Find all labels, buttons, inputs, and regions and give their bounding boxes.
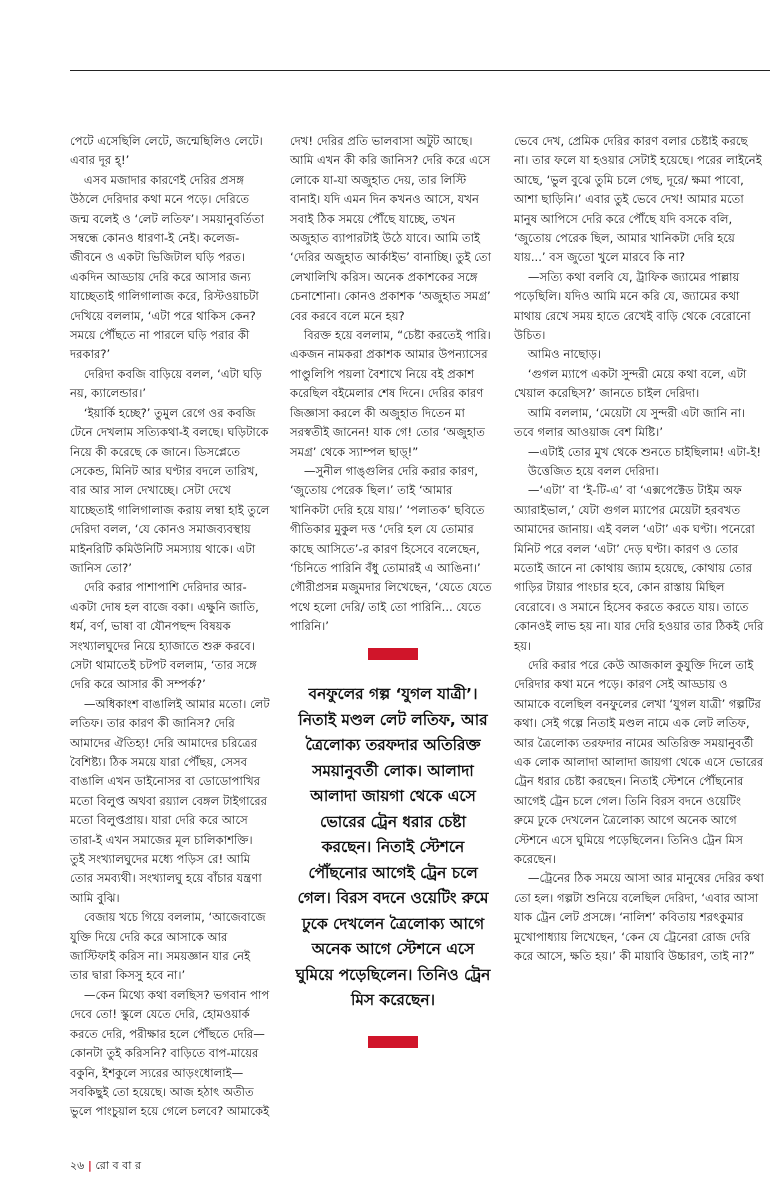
paragraph: —‘এটা’ বা ‘ই-টি-এ’ বা ‘এক্সপেক্টেড টাইম অফ অ্যারাইভাল,’ যেটা গুগল ম্যাপের মেয়েটা হরবখত আমাদের জানায়। এই বলল ‘এটা’ এক ঘণ্টা। পনেরো মিনিট পরে বলল ‘এটা’ দেড় ঘণ্টা। কারণ ও তোর মতোই জানে না কোথায় জ্যাম হয়েছে, কোথায় তোর গাড়ির টায়ার পাংচার হবে, কোন রাস্তায় মিছিল বেরোবে। ও সমানে হিসেব করতে করতে যায়। তাতে কোনওই লাভ হয় না। যার দেরি হওয়ার তার ঠিকই দেরি হয়। <box>514 483 764 653</box>
footer-separator: | <box>87 1159 92 1172</box>
paragraph: দেরিদা কবজি বাড়িয়ে বলল, ‘এটা ঘড়ি নয়, ক্যালেন্ডার।’ <box>70 366 262 401</box>
pull-quote-text: বনফুলের গল্প ‘যুগল যাত্রী’। নিতাই মণ্ডল লেট লতিফ, আর ত্রৈলোক্য তরফদার অতিরিক্ত সময়ানুবর্তী লোক। আলাদা আলাদা জায়গা থেকে এসে ভোরের ট্রেন ধরার চেষ্টা করছেন। নিতাই স্টেশনে পৌঁছনোর আগেই ট্রেন চলে গেল। বিরস বদনে ওয়েটিং রুমে ঢুকে দেখলেন ত্রৈলোক্য আগে অনেক আগে স্টেশনে এসে ঘুমিয়ে পড়েছিলেন। তিনিও ট্রেন মিস করেছেন। <box>295 685 491 1009</box>
pull-quote <box>293 648 493 1048</box>
article-column-2 <box>290 132 494 637</box>
pull-quote-top-bar <box>368 648 418 660</box>
paragraph: দেরি করার পরে কেউ আজকাল কুযুক্তি দিলে তাই দেরিদার কথা মনে পড়ে। কারণ সেই আড্ডায় ও আমাকে বলেছিল বনফুলের লেখা ‘যুগল যাত্রী’ গল্পটির কথা। সেই গল্পে নিতাই মণ্ডল নামে এক লেট লতিফ, আর ত্রৈলোক্য তরফদার নামের অতিরিক্ত সময়ানুবর্তী এক লোক আলাদা আলাদা জায়গা থেকে এসে ভোরের ট্রেন ধরার চেষ্টা করছেন। নিতাই স্টেশনে পৌঁছনোর আগেই ট্রেন চলে গেল। তিনি বিরস বদনে ওয়েটিং রুমে ঢুকে দেখলেন ত্রৈলোক্য আগে অনেক আগে স্টেশনে এসে ঘুমিয়ে পড়েছিলেন। তিনিও ট্রেন মিস করেছেন। <box>514 657 764 867</box>
paragraph: ভেবে দেখ, প্রেমিক দেরির কারণ বলার চেষ্টাই করছে না। তার ফলে যা হওয়ার সেটাই হয়েছে। পরের লাইনেই আছে, ‘ভুল বুঝে তুমি চলে গেছ, দূরে/ ক্ষমা পাবো, আশা ছাড়িনি।’ এবার তুই ভেবে দেখ! আমার মতো মানুষ আপিসে দেরি করে পৌঁছে যদি বসকে বলি, ‘জুতোয় পেরেক ছিল, আমার খানিকটা দেরি হয়ে যায়...’ বস জুতো খুলে মারবে কি না? <box>514 134 762 265</box>
page-footer <box>70 1157 141 1176</box>
paragraph: আমি বললাম, ‘মেয়েটা যে সুন্দরী এটা জানি না। তবে গলার আওয়াজ বেশ মিষ্টি।’ <box>514 405 746 440</box>
paragraph: —কেন মিথ্যে কথা বলছিস? ভগবান পাপ দেবে তো! স্কুলে যেতে দেরি, হোমওয়ার্ক করতে দেরি, পরীক্ষার হলে পৌঁছতে দেরি— কোনটা তুই করিসনি? বাড়িতে বাপ-মায়ের বকুনি, ইশকুলে স্যরের আড়ংধোলাই— সবকিছুই তো হয়েছে। আজ হঠাৎ অতীত ভুলে পাংচুয়াল হয়ে গেলে চলবে? আমাকেই <box>70 987 270 1119</box>
paragraph: ‘গুগল ম্যাপে একটা সুন্দরী মেয়ে কথা বলে, এটা খেয়াল করেছিস?’ জানতে চাইল দেরিদা। <box>514 366 747 401</box>
paragraph: ‘ইয়ার্কি হচ্ছে?’ তুমুল রেগে ওর কবজি টেনে দেখলাম সত্যিকথা-ই বলছে। ঘড়িটাকে নিয়ে কী করেছে কে জানে। ডিসপ্লেতে সেকেন্ড, মিনিট আর ঘণ্টার বদলে তারিখ, বার আর সাল দেখাচ্ছে। সেটা দেখে যাচ্ছেতাই গালিগালাজ করায় লম্বা হাই তুলে দেরিদা বলল, ‘যে কোনও সমাজব্যবস্থায় মাইনরিটি কমিউনিটি সমস্যায় থাকে। এটা জানিস তো?’ <box>70 405 270 575</box>
paragraph: —অধিকাংশ বাঙালিই আমার মতো। লেট লতিফ। তার কারণ কী জানিস? দেরি আমাদের ঐতিহ্য! দেরি আমাদের চরিত্রের বৈশিষ্ট্য। ঠিক সময়ে যারা পৌঁছয়, সেসব বাঙালি এখন ডাইনোসর বা ডোডোপাখির মতো বিলুপ্ত অথবা রয়্যাল বেঙ্গল টাইগারের মতো বিলুপ্তপ্রায়। যারা দেরি করে আসে তারা-ই এখন সমাজের মূল চালিকাশক্তি। তুই সংখ্যালঘুদের মধ্যে পড়িস রে! আমি তোর সমব্যথী। সংখ্যালঘু হয়ে বাঁচার যন্ত্রণা আমি বুঝি। <box>70 696 270 905</box>
paragraph: বেজায় খচে গিয়ে বললাম, ‘আজেবাজে যুক্তি দিয়ে দেরি করে আসাকে আর জাস্টিফাই করিস না। সময়জ্ঞান যার নেই তার দ্বারা কিসসু হবে না।’ <box>70 910 266 983</box>
header-rule <box>70 70 770 71</box>
paragraph: আমিও নাছোড়। <box>527 347 602 362</box>
article-column-1 <box>70 132 270 1122</box>
paragraph: —এটাই তোর মুখ থেকে শুনতে চাইছিলাম! এটা-ই! <box>527 444 762 459</box>
paragraph: দেখ! দেরির প্রতি ভালবাসা অটুট আছে। আমি এখন কী করি জানিস? দেরি করে এসে লোকে যা-যা অজুহাত দেয়, তার লিস্টি বানাই। যদি এমন দিন কখনও আসে, যখন সবাই ঠিক সময়ে পৌঁছে যাচ্ছে, তখন অজুহাত ব্যাপারটাই উঠে যাবে। আমি তাই ‘দেরির অজুহাত আর্কাইভ’ বানাচ্ছি। তুই তো লেখালিখি করিস। অনেক প্রকাশকের সঙ্গে চেনাশোনা। কোনও প্রকাশক ‘অজুহাত সমগ্র’ বের করবে বলে মনে হয়? <box>290 134 491 323</box>
paragraph: বিরক্ত হয়ে বললাম, “চেষ্টা করতেই পারি। একজন নামকরা প্রকাশক আমার উপন্যাসের পাণ্ডুলিপি পয়লা বৈশাখে নিয়ে বই প্রকাশ করেছিল বইমেলার শেষ দিনে। দেরির কারণ জিজ্ঞাসা করলে কী অজুহাত দিতেন মা সরস্বতীই জানেন! যাক গে! তোর ‘অজুহাত সমগ্র’ থেকে স্যাম্পল ছাড়্‌!” <box>290 328 491 459</box>
paragraph: —সত্যি কথা বলবি যে, ট্রাফিক জ্যামের পাল্লায় পড়েছিলি। যদিও আমি মনে করি যে, জ্যামের কথা মাথায় রেখে সময় হাতে রেখেই বাড়ি থেকে বেরোনো উচিত। <box>514 269 751 343</box>
paragraph: দেরি করার পাশাপাশি দেরিদার আর-একটা দোষ হল বাজে বকা। এক্ষুনি জাতি, ধর্ম, বর্ণ, ভাষা বা যৌনপছন্দ বিষয়ক সংখ্যালঘুদের নিয়ে হ্যাজাতে শুরু করবে। সেটা থামাতেই চটপট বললাম, ‘তার সঙ্গে দেরি করে আসার কী সম্পর্ক?’ <box>70 580 259 692</box>
paragraph: —সুনীল গাঙ্গুলির দেরি করার কারণ, ‘জুতোয় পেরেক ছিল।’ তাই ‘আমার খানিকটা দেরি হয়ে যায়।’ ‘পলাতক’ ছবিতে গীতিকার মুকুল দত্ত ‘দেরি হল যে তোমার কাছে আসিতে’-র কারণ হিসেবে বলেছেন, ‘চিনিতে পারিনি বঁধু তোমারই এ আঙিনা।’ গৌরীপ্রসন্ন মজুমদার লিখেছেন, ‘যেতে যেতে পথে হলো দেরি/ তাই তো পারিনি... যেতে পারিনি।’ <box>290 463 492 634</box>
paragraph: —ট্রেনের ঠিক সময়ে আসা আর মানুষের দেরির কথা তো হল। গল্পটা শুনিয়ে বলেছিল দেরিদা, ‘এবার আসা যাক ট্রেন লেট প্রসঙ্গে। ‘নালিশ’ কবিতায় শরৎকুমার মুখোপাধ্যায় লিখেছেন, ‘কেন যে ট্রেনেরা রোজ দেরি করে আসে, ক্ষতি হয়।’ কী মায়াবি উচ্চারণ, তাই না?” <box>514 871 764 964</box>
paragraph: এসব মজাদার কারণেই দেরির প্রসঙ্গ উঠলে দেরিদার কথা মনে পড়ে। দেরিতে জন্ম বলেই ও ‘লেট লতিফ’। সময়ানুবর্তিতা সম্বন্ধে কোনও ধারণা-ই নেই। কলেজ-জীবনে ও একটা ভিজিটাল ঘড়ি পরত। একদিন আড্ডায় দেরি করে আসার জন্য যাচ্ছেতাই গালিগালাজ করে, রিস্টওয়াচটা দেখিয়ে বললাম, ‘এটা পরে থাকিস কেন? সময়ে পৌঁছতে না পারলে ঘড়ি পরার কী দরকার?’ <box>70 172 264 362</box>
section-name: রো ব বা র <box>95 1159 142 1172</box>
article-column-3 <box>514 132 764 966</box>
paragraph: উত্তেজিত হয়ে বলল দেরিদা। <box>527 463 659 478</box>
pull-quote-bottom-bar <box>368 1036 418 1048</box>
page-number: ২৬ <box>70 1159 85 1172</box>
paragraph: পেটে এসেছিলি লেটে, জন্মেছিলিও লেটে। এবার দূর হ্‌!’ <box>70 134 263 168</box>
